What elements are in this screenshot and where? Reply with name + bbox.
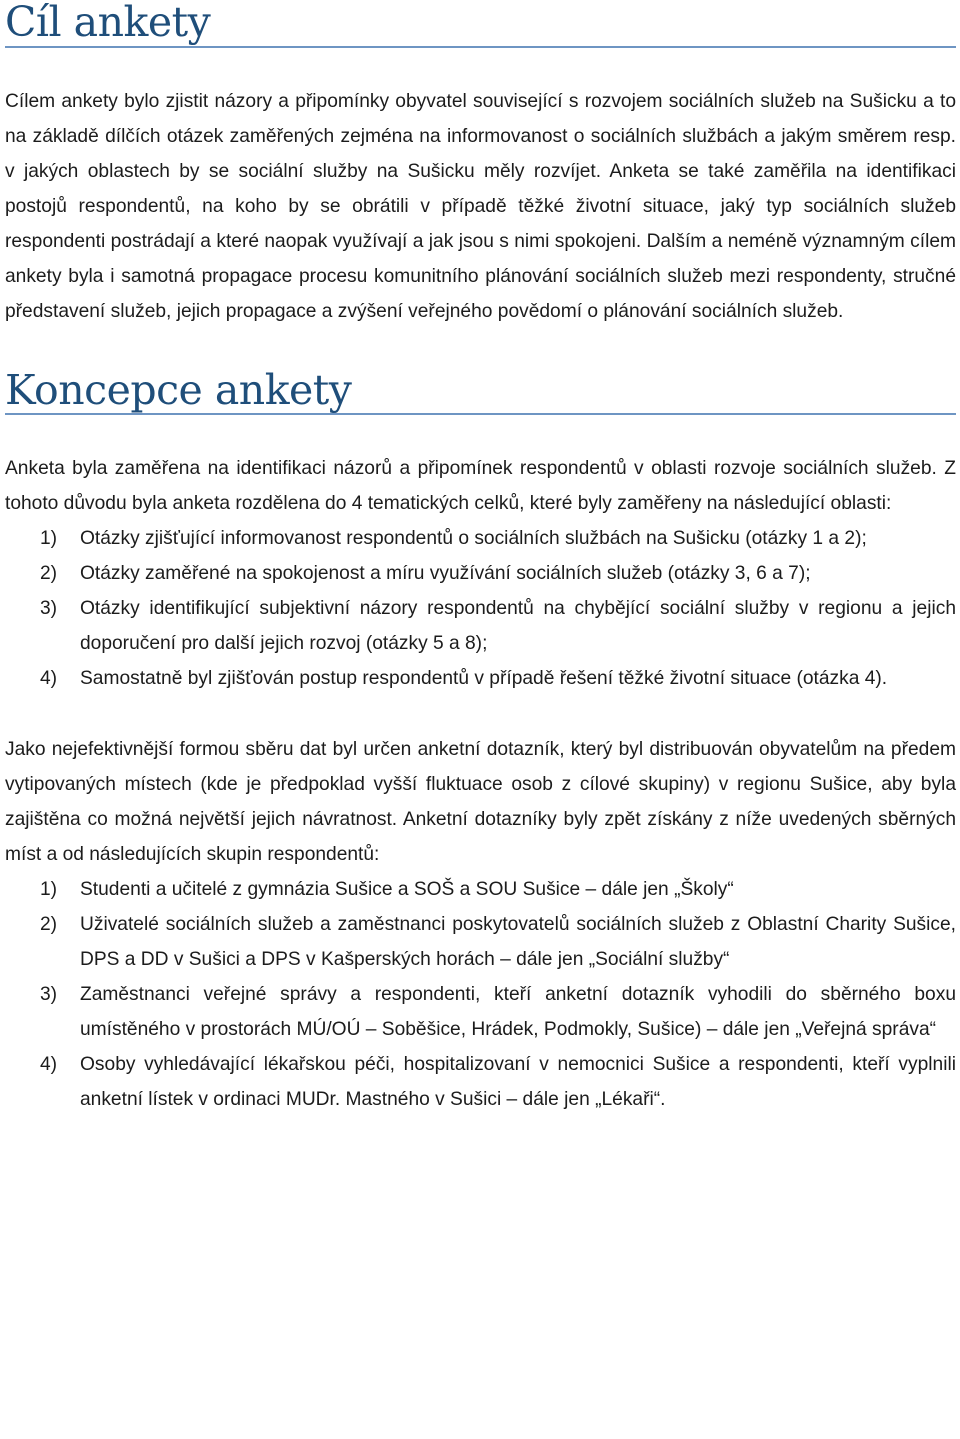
- data-collection-paragraph: Jako nejefektivnější formou sběru dat byl určen anketní dotazník, který byl distribuován obyvatelům na předem vytipovaných místech (kde je předpoklad vyšší fluktuace osob z cílové skupiny) v regionu Sušice, aby byla zajištěna co možná největší jejich návratnost. Anketní dotazníky byly zpět získány z níže uvedených sběrných míst a od následujících skupin respondentů:: [5, 739, 956, 865]
- list-item: 4) Osoby vyhledávající lékařskou péči, hospitalizovaní v nemocnici Sušice a respondenti, kteří vyplnili anketní lístek v ordinaci MUDr. Mastného v Sušici – dále jen „Lékaři“.: [40, 1054, 956, 1110]
- thematic-areas-list: [5, 521, 956, 696]
- goal-paragraph: Cílem ankety bylo zjistit názory a připomínky obyvatel související s rozvojem sociálních služeb na Sušicku a to na základě dílčích otázek zaměřených zejména na informovanost o sociálních službách a jakým směrem resp. v jakých oblastech by se sociální služby na Sušicku měly rozvíjet. Anketa se také zaměřila na identifikaci postojů respondentů, na koho by se obrátili v případě těžké životní situace, jaký typ sociálních služeb respondenti postrádají a které naopak využívají a jak jsou s nimi spokojeni. Dalším a neméně významným cílem ankety byla i samotná propagace procesu komunitního plánování sociálních služeb mezi respondenty, stručné představení služeb, jejich propagace a zvýšení veřejného povědomí o plánování sociálních služeb.: [5, 91, 956, 322]
- list-item: 2) Otázky zaměřené na spokojenost a míru využívání sociálních služeb (otázky 3, 6 a 7);: [40, 563, 811, 584]
- list-item: 1) Otázky zjišťující informovanost respondentů o sociálních službách na Sušicku (otázky 1 a 2);: [40, 528, 867, 549]
- list-item: 3) Otázky identifikující subjektivní názory respondentů na chybějící sociální služby v regionu a jejich doporučení pro další jejich rozvoj (otázky 5 a 8);: [40, 598, 956, 654]
- concept-intro-paragraph: Anketa byla zaměřena na identifikaci názorů a připomínek respondentů v oblasti rozvoje sociálních služeb. Z tohoto důvodu byla anketa rozdělena do 4 tematických celků, které byly zaměřeny na následující oblasti:: [5, 458, 956, 514]
- heading-underline: [5, 46, 956, 48]
- respondent-groups-list: [5, 872, 956, 1117]
- spacer: [5, 329, 956, 365]
- list-item: 1) Studenti a učitelé z gymnázia Sušice a SOŠ a SOU Sušice – dále jen „Školy“: [40, 879, 734, 900]
- section-heading-cil-ankety: Cíl ankety: [5, 0, 211, 46]
- list-item: 2) Uživatelé sociálních služeb a zaměstnanci poskytovatelů sociálních služeb z Oblastní Charity Sušice, DPS a DD v Sušici a DPS v Kašperských horách – dále jen „Sociální služby“: [40, 914, 956, 970]
- list-item: 3) Zaměstnanci veřejné správy a respondenti, kteří anketní dotazník vyhodili do sběrného boxu umístěného v prostorách MÚ/OÚ – Soběšice, Hrádek, Podmokly, Sušice) – dále jen „Veřejná správa“: [40, 984, 956, 1040]
- list-item: 4) Samostatně byl zjišťován postup respondentů v případě řešení těžké životní situace (otázka 4).: [40, 668, 888, 689]
- section-heading-koncepce-ankety: Koncepce ankety: [5, 366, 352, 414]
